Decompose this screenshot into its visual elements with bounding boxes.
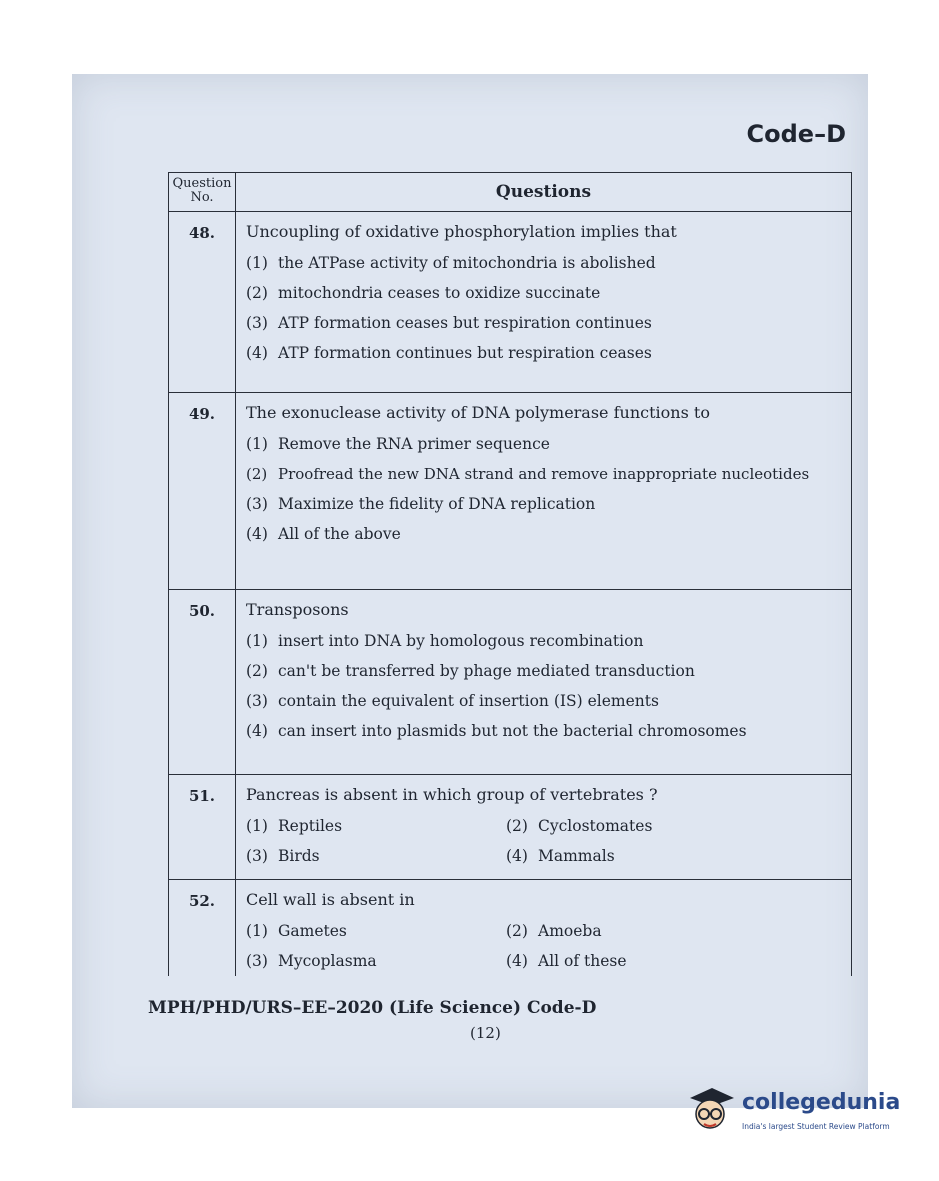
- option: (3) contain the equivalent of insertion (IS) elements: [246, 692, 659, 710]
- brand-tagline: India's largest Student Review Platform: [742, 1122, 890, 1131]
- option: (1) Reptiles: [246, 817, 343, 835]
- question-number: 49.: [169, 393, 236, 589]
- option: (2) Amoeba: [506, 922, 602, 940]
- questions-column-header: Questions: [495, 182, 592, 202]
- brand-name: collegedunia: [742, 1090, 901, 1115]
- question-number: 48.: [169, 212, 236, 392]
- option: (1) the ATPase activity of mitochondria is abolished: [246, 254, 656, 272]
- question-row-52: [168, 880, 852, 976]
- question-stem: The exonuclease activity of DNA polymerase functions to: [246, 403, 710, 422]
- option: (1) insert into DNA by homologous recombination: [246, 632, 644, 650]
- option: (1) Remove the RNA primer sequence: [246, 435, 550, 453]
- exam-footer: MPH/PHD/URS–EE–2020 (Life Science) Code-D: [148, 998, 597, 1018]
- question-row-49: [168, 393, 852, 590]
- exam-page: [72, 74, 868, 1108]
- option: (2) Proofread the new DNA strand and remove inappropriate nucleotides: [246, 465, 810, 483]
- question-stem: Uncoupling of oxidative phosphorylation implies that: [246, 222, 677, 241]
- question-stem: Pancreas is absent in which group of vertebrates ?: [246, 785, 658, 804]
- question-stem: Cell wall is absent in: [246, 890, 415, 909]
- question-number: 51.: [169, 775, 236, 879]
- option: (2) Cyclostomates: [506, 817, 653, 835]
- page-number: (12): [470, 1024, 501, 1042]
- question-row-50: [168, 590, 852, 775]
- question-no-column-header: Question No.: [169, 173, 236, 211]
- question-stem: Transposons: [246, 600, 349, 619]
- option: (3) Maximize the fidelity of DNA replication: [246, 495, 596, 513]
- option: (4) ATP formation continues but respiration ceases: [246, 344, 652, 362]
- option: (4) can insert into plasmids but not the bacterial chromosomes: [246, 722, 747, 740]
- option: (2) can't be transferred by phage mediated transduction: [246, 662, 695, 680]
- option: (3) Mycoplasma: [246, 952, 377, 970]
- option: (1) Gametes: [246, 922, 347, 940]
- paper-code: Code–D: [746, 120, 846, 148]
- option: (3) ATP formation ceases but respiration continues: [246, 314, 652, 332]
- question-number: 50.: [169, 590, 236, 774]
- option: (3) Birds: [246, 847, 320, 865]
- collegedunia-logo: [686, 1084, 916, 1144]
- student-mascot-icon: [686, 1084, 736, 1134]
- option: (4) All of these: [506, 952, 627, 970]
- question-number: 52.: [169, 880, 236, 976]
- question-row-48: [168, 212, 852, 393]
- option: (4) Mammals: [506, 847, 615, 865]
- question-row-51: [168, 775, 852, 880]
- option: (2) mitochondria ceases to oxidize succinate: [246, 284, 601, 302]
- option: (4) All of the above: [246, 525, 401, 543]
- questions-table: [168, 172, 852, 976]
- table-header: [168, 172, 852, 212]
